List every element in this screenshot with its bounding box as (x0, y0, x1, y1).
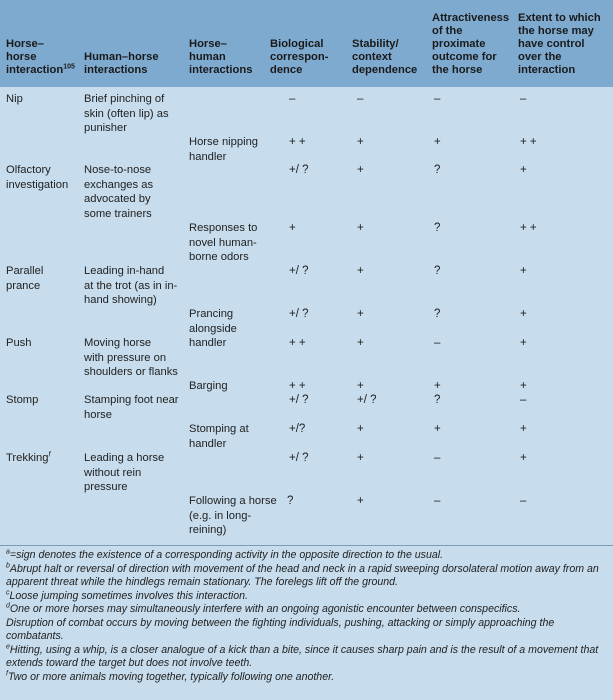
row-stomping-control: + (520, 423, 527, 435)
row-stomp-stability: +/ ? (357, 394, 377, 406)
row-stomp-biological: +/ ? (289, 394, 309, 406)
footnote-c: $^c$Loose jumping sometimes involves this interaction. (6, 588, 248, 602)
row-nipping-control: + + (520, 136, 537, 148)
row-following-control: – (520, 495, 527, 507)
row-odors-horse-human: Responses to novel human- borne odors (189, 222, 258, 263)
footnote-b: $^b$Abrupt halt or reversal of direction with movement of the head and neck in a rapid sweeping dorsolateral motion away from an apparent threat while the hindlegs remain stationary. The forelegs lift off the ground. (6, 561, 599, 588)
table-bottom-rule (0, 545, 613, 546)
row-push-biological: + + (289, 337, 306, 349)
row-nipping-stability: + (357, 136, 364, 148)
row-push-stability: + (357, 337, 364, 349)
row-odors-stability: + (357, 222, 364, 234)
row-barging-control: + (520, 380, 527, 392)
row-olfactory-human-horse: Nose-to-nose exchanges as advocated by some trainers (84, 164, 154, 220)
row-nip-attractiveness: – (434, 93, 441, 105)
row-stomp-horse-horse: Stomp (6, 394, 39, 406)
row-olfactory-horse-horse: Olfactory investigation (6, 164, 69, 191)
row-barging-attractiveness: + (434, 380, 441, 392)
row-push-horse-horse: Push (6, 337, 32, 349)
row-trekking-control: + (520, 452, 527, 464)
row-stomp-human-horse: Stamping foot near horse (84, 394, 179, 421)
row-following-horse-human: Following a horse (e.g. in long- reining) (189, 495, 277, 536)
row-olfactory-control: + (520, 164, 527, 176)
row-trekking-biological: +/ ? (289, 452, 309, 464)
header-control: Extent to which the horse may have control over the interaction (518, 12, 601, 76)
row-prance-horse-horse: Parallel prance (6, 265, 44, 292)
row-prance-attractiveness: ? (434, 265, 441, 277)
row-barging-biological: + + (289, 380, 306, 392)
row-following-attractiveness: – (434, 495, 441, 507)
footnote-d: $^d$One or more horses may simultaneously interfere with an ongoing agonistic encounter between conspecifics. (6, 602, 521, 615)
row-odors-attractiveness: ? (434, 222, 441, 234)
row-trekking-horse-horse: Trekking$^f$ (6, 451, 51, 464)
row-barging-stability: + (357, 380, 364, 392)
row-stomp-attractiveness: ? (434, 394, 441, 406)
row-prancing-horse-human: Prancing alongside handler (189, 308, 237, 349)
footnote-a: $^a$=sign denotes the existence of a corresponding activity in the opposite direction to the usual. (6, 548, 444, 561)
row-prance-control: + (520, 265, 527, 277)
header-stability: Stability/ context dependence (352, 38, 418, 76)
row-prance-stability: + (357, 265, 364, 277)
row-prance-biological: +/ ? (289, 265, 309, 277)
row-nip-biological: – (289, 93, 296, 105)
header-biological-correspondence: Biological correspon- dence (270, 38, 329, 76)
row-nip-horse-horse: Nip (6, 93, 23, 105)
row-nipping-attractiveness: + (434, 136, 441, 148)
row-following-biological: ? (287, 495, 294, 507)
row-following-stability: + (357, 495, 364, 507)
row-stomp-control: – (520, 394, 527, 406)
table-header (0, 0, 613, 87)
row-push-control: + (520, 337, 527, 349)
row-prancing-biological: +/ ? (289, 308, 309, 320)
row-stomping-biological: +/? (289, 423, 306, 435)
row-prancing-control: + (520, 308, 527, 320)
footnote-e: $^e$Hitting, using a whip, is a closer analogue of a kick than a bite, since it causes sharp pain and is the result of a movement that extends toward the target but does not involve teeth. (6, 642, 599, 669)
row-trekking-stability: + (357, 452, 364, 464)
header-horse-human: Horse– human interactions (189, 38, 253, 76)
row-push-human-horse: Moving horse with pressure on shoulders or flanks (84, 337, 178, 378)
row-odors-control: + + (520, 222, 537, 234)
row-nip-stability: – (357, 93, 364, 105)
row-olfactory-stability: + (357, 164, 364, 176)
header-human-horse: Human–horse interactions (84, 51, 159, 76)
header-horse-horse: Horse– horse interaction$^{105}$ (6, 38, 75, 76)
row-prance-human-horse: Leading in-hand at the trot (as in in- hand showing) (84, 265, 178, 306)
row-stomping-horse-human: Stomping at handler (189, 423, 249, 450)
row-olfactory-attractiveness: ? (434, 164, 441, 176)
row-nip-control: – (520, 93, 527, 105)
footnote-f: $^f$Two or more animals moving together, typically following one another. (6, 669, 335, 683)
row-prancing-attractiveness: ? (434, 308, 441, 320)
row-stomping-stability: + (357, 423, 364, 435)
row-olfactory-biological: +/ ? (289, 164, 309, 176)
row-odors-biological: + (289, 222, 296, 234)
row-trekking-human-horse: Leading a horse without rein pressure (84, 452, 165, 493)
row-stomping-attractiveness: + (434, 423, 441, 435)
row-nipping-biological: + + (289, 136, 306, 148)
header-attractiveness: Attractiveness of the proximate outcome for the horse (432, 12, 510, 76)
footnotes (6, 549, 608, 684)
row-nipping-horse-human: Horse nipping handler (189, 136, 259, 163)
footnote-d-continued: Disruption of combat occurs by moving between the fighting individuals, pushing, attacking or simply approaching the combatants. (6, 616, 555, 642)
row-nip-human-horse: Brief pinching of skin (often lip) as punisher (84, 93, 169, 134)
row-push-attractiveness: – (434, 337, 441, 349)
row-trekking-attractiveness: – (434, 452, 441, 464)
row-barging-horse-human: Barging (189, 380, 228, 392)
row-prancing-stability: + (357, 308, 364, 320)
